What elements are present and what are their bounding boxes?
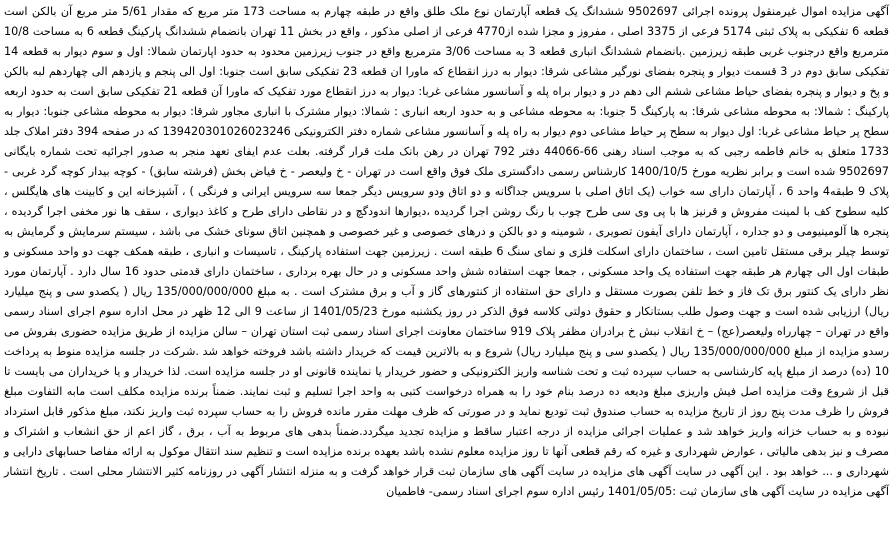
auction-notice-text: آگهی مزایده اموال غیرمنقول پرونده اجرائی 9502697 ششدانگ یک قطعه آپارتمان نوع ملک طلق واقع در طبقه چهارم به مساحت 173 متر مربع که مقدار 5/61 متر مربع آن بالکن است قطعه 6 تفکیکی به پلاک ثبتی 5174 فرعی از 3375 اصلی ، مفروز و مجزا شده از4770 فرعی از اصلی مذکور ، واقع در بخش 11 تهران بانضمام ششدانگ پارکینگ قطعه 6 به مساحت 10/8 مترمربع واقع درجنوب غربی طبقه زیرزمین .بانضمام ششدانگ انباری قطعه 3 به مساحت 3/06 مترمربع واقع در جنوب زیرزمین محدود به حدود اپارتمان شمالا: اول و سوم دیوار به قطعه 14 تفکیکی سابق دوم در 3 قسمت دیوار و پنجره بفضای نورگیر مشاعی شرقا: دیوار به درز انقطاع که ماورا ان قطعه 23 تفکیکی سابق است جنوبا: اول الی پنجم و یازدهم الی چهاردهم لبه بالکن و پخ و دیوار و پنجره بفضای حیاط مشاعی ششم الی دهم در و دیوار براه پله و آسانسور مشاعی غربا: دیوار به درز انقطاع مورد تفکیک که ماورا آن قطعه 21 تفکیکی سابق است به حدود اربعه پارکینگ : شمالا: به محوطه مشاعی شرقا: به پارکینگ 5 جنوبا: به محوطه مشاعی و به حدود اربعه انباری : شمالا: دیوار مشترک با انباری مجاور شرقا: دیوار به محوطه مشاعی جنوبا: دیوار به سطح پر حیاط مشاعی غربا: اول دیوار به سطح پر حیاط مشاعی دوم دیوار به راه پله و آسانسور مشاعی شماره دفتر الکترونیکی 139420301026023246 که در صفحه 394 دفتر املاک جلد 1733 متعلق به خانم فاطمه رجبی که به موجب اسناد رهنی 66-44066 دفتر 792 تهران در رهن بانک ملت قرار گرفته. بعلت عدم ایفای تعهد منجر به صدور اجرائیه تحت شماره بایگانی 9502697 شده است و برابر نظریه مورخ 1400/10/5 کارشناس رسمی دادگستری ملک فوق واقع است در تهران - خ ولیعصر - خ فیاض بخش (فرشته سابق) - کوچه بیدار کوچه گرد غربی - پلاک 9 طبقه4 واحد 6 ، آپارتمان دارای سه خواب (یک اتاق اصلی با سرویس جداگانه و دو اتاق ودو سرویس دیگر جمعا سه سرویس ایرانی و فرنگی ) ، آشپزخانه این و کابینت های هایگلس ، کلیه سطوح کف با لمینت مفروش و قرنیز ها با پی وی سی طرح چوب با رنگ روشن اجرا گردیده ،دیوارها اندودگچ و در نقاطی دارای طرح و کاغذ دیواری ، سقف ها نور مخفی اجرا گردیده ، پنجره ها آلومینیومی و دو جداره ، آپارتمان دارای آیفون تصویری ، شومینه و دو بالکن و درهای خصوصی و غیر خصوصی و همچنین اتاق سونای خشک می باشد ، سیستم سرمایش و گرمایش به توسط چیلر برقی مستقل تامین است ، ساختمان دارای اسکلت فلزی و نمای سنگ 6 طبقه است . زیرزمین جهت استفاده پارکینگ ، تاسیسات و انباری ، طبقه همکف جهت دو واحد مسکونی و طبقات اول الی چهارم هر طبقه جهت استفاده یک واحد مسکونی ، جمعا جهت استفاده شش واحد مسکونی و در حال بهره برداری ، ساختمان دارای قدمتی حدود 16 سال دارد . آپارتمان مورد نظر دارای یک کنتور برق تک فاز و خط تلفن بصورت مستقل و دارای حق استفاده از کنتورهای گاز و آب و برق مشترک است . به مبلغ 135/000/000/000 ریال ( یکصدو سی و پنج میلیارد ریال) ارزیابی شده است و جهت وصول طلب بستانکار و حقوق دولتی کلاسه فوق الذکر در روز یکشنبه مورخ 1401/05/23 از ساعت 9 الی 12 ظهر در محل اداره سوم اجرای اسناد رسمی واقع در تهران – چهارراه ولیعصر(عج) – خ انقلاب نبش خ برادران مظفر پلاک 919 ساختمان معاونت اجرای اسناد رسمی ثبت استان تهران – سالن مزایده از طریق مزایده حضوری بفروش می رسدو مزایده از مبلغ 135/000/000/000 ریال ( یکصدو سی و پنج میلیارد ریال) شروع و به بالاترین قیمت که خریدار داشته باشد فروخته خواهد شد .شرکت در جلسه مزایده منوط به پرداخت 10 (ده) درصد از مبلغ پایه کارشناسی به حساب سپرده ثبت و تحت شناسه واریز الکترونیکی و حضور خریدار یا نماینده قانونی او در جلسه مزایده است. لذا خریدار و یا خریداران می بایست تا قبل از شروع وقت مزایده اصل فیش واریزی مبلغ ودیعه ده درصد بنام خود را به همراه درخواست کتبی به واحد اجرا تسلیم و ثبت نمایند. ضمناً برنده مزایده مکلف است مابه التفاوت مبلغ فروش را ظرف مدت پنج روز از تاریخ مزایده به حساب صندوق ثبت تودیع نماید و در صورتی که ظرف مهلت مقرر مانده فروش را به حساب سپرده ثبت واریز نکند، مبلغ مذکور قابل استرداد نبوده و به حساب خزانه واریز خواهد شد و عملیات اجرائی مزایده از درجه اعتبار ساقط و مزایده تجدید میگردد.ضمناً بدهی های مربوط به آب ، برق ، گاز اعم از حق انشعاب و اشتراک و مصرف و نیز بدهی مالیاتی ، عوارض شهرداری و غیره که رقم قطعی آنها تا روز مزایده معلوم نشده باشد بعهده برنده مزایده است و تنظیم سند انتقال موکول به ارائه مفاصا حسابهای دارایی و شهرداری و ... خواهد بود . این آگهی در سایت آگهی های مزایده در سایت آگهی های سازمان ثبت قرار خواهد گرفت و به منزله انتشار آگهی در روزنامه کثیر الانتشار محلی است . تاریخ انتشار آگهی مزایده در سایت آگهی های سازمان ثبت :1401/05/05 رئیس اداره سوم اجرای اسناد رسمی- فاطمیان [4, 5, 890, 498]
